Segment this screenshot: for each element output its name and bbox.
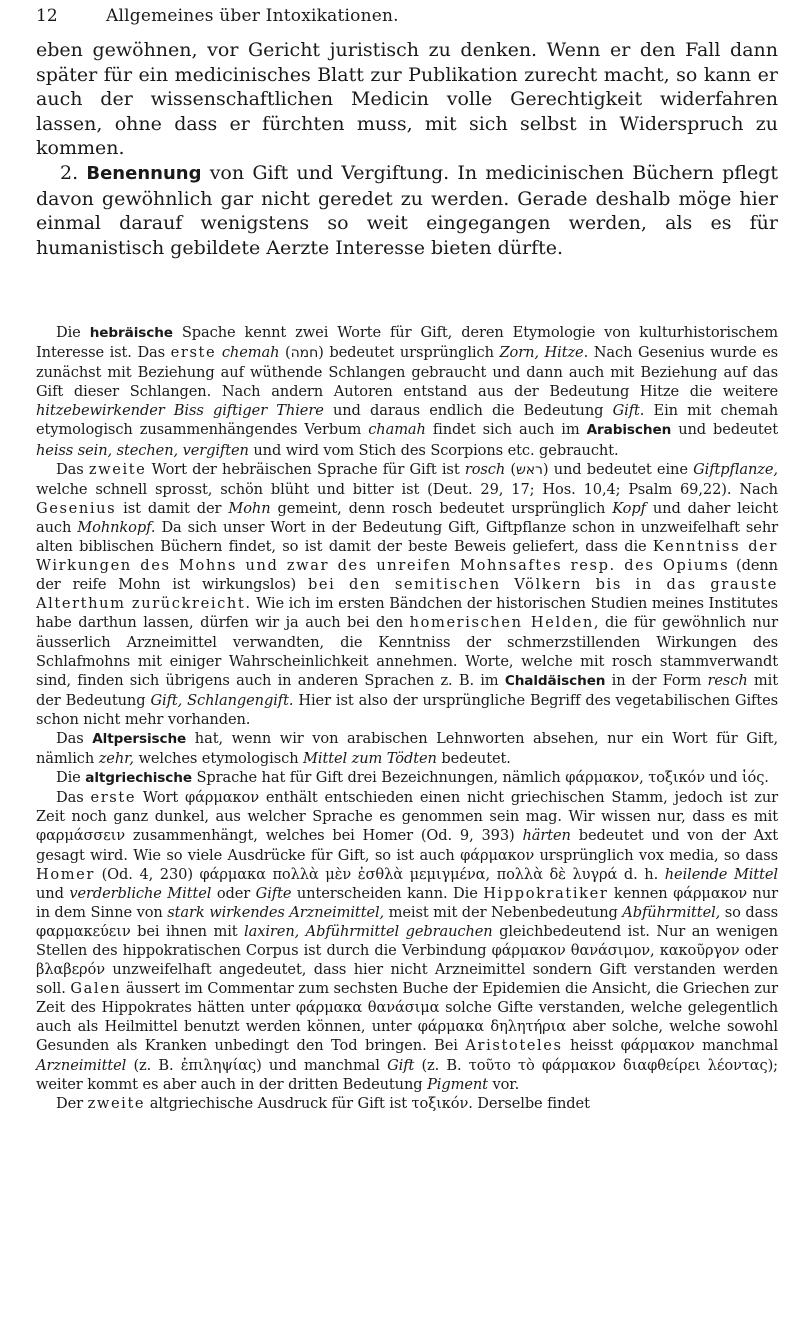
text-run: vor. (487, 1075, 520, 1093)
paragraph-altgriechisch (36, 768, 778, 788)
text-run: (z. B. ἐπιληψίας) und manchmal (126, 1056, 388, 1074)
text-run: Wort der hebräischen Sprache für Gift ist (146, 460, 465, 478)
text-run: Nach Gesenius wurde es zunächst mit Beziehung auf wüthende Schlangen gebraucht und dann auch mit Beziehung auf das Gift dieser Schlangen. Nach andern Autoren entstand aus der Bedeutung Hitze die weitere (36, 344, 779, 401)
text-run: Aristoteles (465, 1037, 563, 1055)
text-run: resch (707, 671, 748, 689)
text-run: und wird vom Stich des Scorpions etc. gebraucht. (248, 441, 619, 459)
paragraph-toxikon (36, 1094, 778, 1113)
text-run: bei den semitischen Völkern bis in das grauste Alterthum zurückreicht. (36, 576, 778, 613)
text-run: Arzneimittel (36, 1056, 127, 1074)
text-run: Mittel zum Tödten (303, 750, 437, 768)
text-run: altgriechische Ausdruck für Gift ist τοξικόν. Derselbe findet (145, 1094, 590, 1112)
text-run: homerischen Helden (409, 614, 594, 632)
text-run: härten (522, 827, 571, 845)
text-run: Wort φάρμακον enthält entschieden einen nicht griechischen Stamm, jedoch ist zur Zeit noch ganz dunkel, aus welcher Sprache es genommen sein mag. Wir wissen nur, dass es mit φαρμάσσειν zusammenhängt, welches bei Homer (Od. 9, 393) (36, 789, 778, 845)
text-run: chemah (221, 344, 280, 362)
paragraph-intro: eben gewöhnen, vor Gericht juristisch zu denken. Wenn er den Fall dann später für ein medicinisches Blatt zur Publikation zurecht macht, so kann er auch der wissenschaftlichen Medicin volle Gerechtigkeit widerfahren lassen, ohne dass er fürchten muss, mit sich selbst in Widerspruch zu kommen. (36, 39, 778, 160)
term-arabischen: Arabischen (586, 422, 672, 439)
text-run: Giftpflanze, (693, 460, 778, 478)
text-run: Ein mit chemah etymologisch zusammenhängendes Verbum (36, 402, 778, 439)
text-run: in der Form (605, 671, 708, 689)
text-run: heisst φάρμακον manchmal (562, 1037, 779, 1055)
text-run: laxiren, Abführmittel gebrauchen (244, 922, 493, 940)
text-run: zehr, (98, 750, 134, 768)
text-run: und bedeutet (671, 421, 778, 439)
text-run: (z. B. τοῦτο τὸ φάρμακον διαφθείρει λέοντας); weiter kommt es aber auch in der dritten Bedeutung (36, 1056, 778, 1093)
text-run: , die für gewöhnlich nur äusserlich Arzneimittel verwandten, die Kenntniss der schmerzstillenden Wirkungen des Schlafmohns mit einiger Wahrscheinlichkeit annehmen. Worte, welche mit rosch stammverwandt sind, finden sich übrigens auch in anderen Sprachen z. B. im (36, 614, 778, 689)
text-run: Gift. (612, 402, 645, 420)
text-run: Spache kennt zwei Worte für Gift, deren Etymologie von kulturhistorischem Interesse ist. Das (36, 324, 778, 362)
text-run: hitzebewirkender Biss giftiger Thiere (36, 402, 324, 420)
section-number: 2. (60, 161, 79, 184)
text-run: Das (56, 460, 89, 478)
text-run: Gift (387, 1056, 415, 1074)
text-run: heilende Mittel (664, 865, 778, 883)
text-run: (denn der reife Mohn ist wirkungslos) (36, 557, 778, 594)
text-run: Da sich unser Wort in der Bedeutung Gift, Giftpflanze schon in unzweifelhaft sehr alten biblischen Büchern findet, so ist damit der beste Beweis geliefert, dass die (36, 518, 778, 556)
text-run: gleichbedeutend ist. Nur an wenigen Stellen des hippokratischen Corpus ist durch die Verbindung φάρμακον θανάσιμον, κακοῦργον oder βλαβερόν unzweifelhaft angedeutet, dass hier nicht Arzneimittel sondern Gift verstanden werden soll. (36, 922, 778, 998)
paragraph-altpersisch (36, 729, 778, 768)
text-run: Die (56, 324, 90, 341)
text-run: gemeint, denn rosch bedeutet ursprünglich (270, 499, 613, 517)
hebrew-chemah: חמה (290, 345, 319, 362)
text-run: chamah (368, 421, 426, 439)
text-run: Gifte (255, 884, 292, 902)
text-run: ) und bedeutet eine (542, 460, 694, 478)
text-run: ) bedeutet ursprünglich (318, 344, 500, 362)
term-hebraeische: hebräische (89, 325, 173, 341)
text-run: unterscheiden kann. Die (291, 884, 484, 902)
text-run: Hippokratiker (483, 884, 609, 902)
body-text (36, 323, 778, 1113)
text-run: mit der Bedeutung (36, 671, 778, 709)
text-run: Die (56, 769, 86, 787)
text-run: rosch (464, 460, 506, 478)
text-run: bedeutet. (436, 750, 511, 768)
text-run: von Gift und Vergiftung. In medicinischen Büchern pflegt davon gewöhnlich gar nicht geredet zu werden. Gerade deshalb möge hier einmal darauf wenigstens so weit eingegangen werden, als es für humanistisch gebildete Aerzte Interesse bieten dürfte. (36, 161, 778, 259)
section-heading: Benennung (86, 162, 202, 184)
paragraph-rosch (36, 460, 778, 729)
text-run: Pigment (427, 1075, 488, 1093)
text-run: ( (279, 344, 291, 362)
text-run: stark wirkendes Arzneimittel, (167, 903, 385, 921)
text-run: Der (56, 1094, 88, 1112)
text-run: welches etymologisch (133, 750, 304, 768)
text-run: meist mit der Nebenbedeutung (384, 903, 623, 921)
text-run: Abführmittel, (622, 903, 721, 921)
text-run: Kenntniss der Wirkungen des Mohns und zwar des unreifen Mohnsaftes resp. des Opiums (36, 538, 778, 575)
text-run: welche schnell sprosst, schön blüht und bitter ist (Deut. 29, 17; Hos. 10,4; Psalm 69,22). Nach (36, 480, 778, 498)
page-header (36, 6, 774, 32)
text-run: oder (211, 884, 256, 902)
text-run: ist damit der (116, 499, 229, 517)
text-run: erste (170, 344, 217, 362)
text-run: bedeutet und von der Axt gesagt wird. Wie so viele Ausdrücke für Gift, so ist auch φάρμακον ursprünglich vox media, so dass (36, 827, 778, 864)
term-altgriechische: altgriechische (85, 770, 192, 787)
text-run: ( (505, 460, 516, 478)
text-run: zweite (88, 460, 147, 478)
text-run: und daher leicht auch (36, 499, 778, 536)
text-run: Mohn (228, 499, 271, 517)
text-run: so dass φαρμακεύειν bei ihnen mit (36, 903, 778, 940)
paragraph-hebrew (36, 323, 778, 460)
term-chaldaeischen: Chaldäischen (504, 672, 606, 689)
text-run: Gesenius (36, 499, 117, 517)
text-run: Kopf (612, 499, 646, 517)
term-altpersische: Altpersische (92, 730, 187, 747)
lead-section (36, 38, 778, 260)
paragraph-benennung (36, 161, 778, 260)
hebrew-rosch: ראש (515, 461, 543, 478)
text-run: Sprache hat für Gift drei Bezeichnungen, nämlich φάρμακον, τοξικόν und ἰός. (191, 769, 769, 787)
paragraph-pharmakon (36, 788, 778, 1094)
text-run: Gift, Schlangengift. (150, 691, 294, 709)
text-run: hat, wenn wir von arabischen Lehnworten absehen, nur ein Wort für Gift, nämlich (36, 729, 778, 768)
page-number: 12 (36, 6, 58, 26)
text-run: zweite (87, 1094, 146, 1112)
text-run: verderbliche Mittel (69, 884, 212, 902)
text-run: Das (56, 789, 91, 807)
text-run: (Od. 4, 230) φάρμακα πολλὰ μὲν ἐσθλὰ μεμιγμένα, πολλὰ δὲ λυγρά d. h. (94, 865, 665, 883)
running-head: Allgemeines über Intoxikationen. (106, 6, 399, 26)
text-run: Wie ich im ersten Bändchen der historischen Studien meines Institutes habe darthun lassen, dürfen wir ja auch bei den (36, 595, 778, 632)
text-run: Das (56, 729, 93, 747)
text-run: erste (90, 789, 137, 807)
text-run: kennen φάρμακον nur in dem Sinne von (36, 884, 778, 921)
text-run: Galen (70, 980, 122, 998)
text-run: äussert im Commentar zum sechsten Buche der Epidemien die Ansicht, die Griechen zur Zeit des Hippokrates hätten unter φάρμακα θανάσιμα solche Gifte verstanden, welche gelegentlich auch als Heilmittel benutzt werden können, unter φάρμακα δηλητήρια aber solche, welche sowohl Gesunden als Kranken unbedingt den Tod bringen. Bei (36, 980, 778, 1055)
text-run: und (36, 884, 70, 902)
text-run: Hier ist also der ursprüngliche Begriff des vegetabilischen Giftes schon nicht mehr vorhanden. (36, 691, 779, 728)
text-run: heiss sein, stechen, vergiften (36, 441, 249, 459)
text-run: Homer (36, 865, 95, 883)
text-run: und daraus endlich die Bedeutung (323, 402, 613, 420)
text-run: Zorn, Hitze. (499, 344, 589, 362)
text-run: findet sich auch im (425, 421, 587, 439)
text-run: Mohnkopf. (77, 518, 156, 536)
